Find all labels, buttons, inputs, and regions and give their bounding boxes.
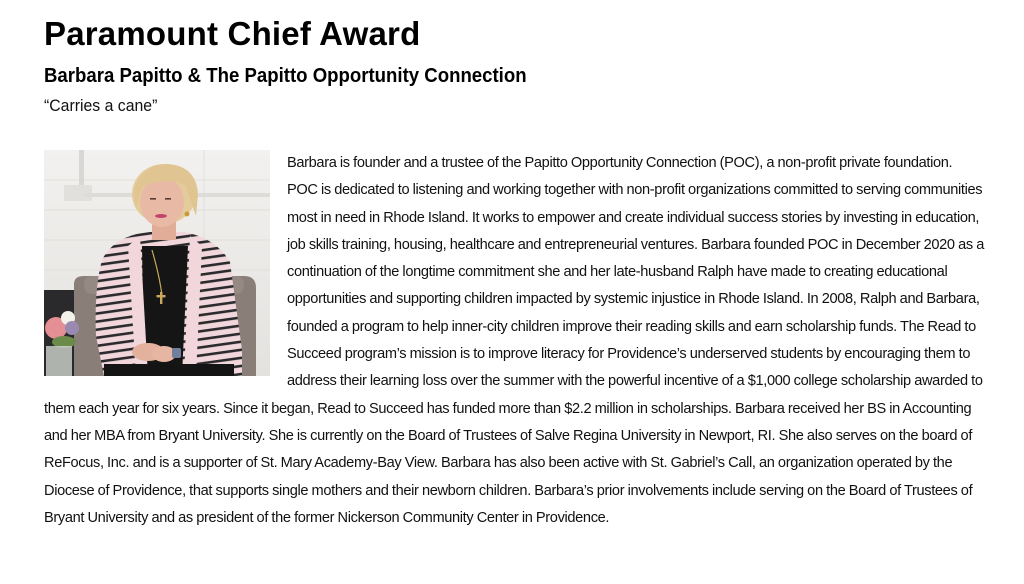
bio-paragraph: Barbara is founder and a trustee of the Papitto Opportunity Connection (POC), a non-profit private foundation. POC is dedicated to listening and working together with non-profit organizations committed to serving communities most in need in Rhode Island. It works to empower and create individual success stories by investing in education, job skills training, housing, healthcare and entrepreneurial ventures. Barbara founded POC in December 2020 as a continuation of the longtime commitment she and her late-husband Ralph have made to creating educational opportunities and supporting children impacted by systemic injustice in Rhode Island. In 2008, Ralph and Barbara, founded a program to help inner-city children improve their reading skills and earn scholarship funds. The Read to Succeed program’s mission is to improve literacy for Providence’s underserved students by encouraging them to address their learning loss over the summer with the powerful incentive of a $1,000 college scholarship awarded to them each year for six years. Since it began, Read to Succeed has funded more than $2.2 million in scholarships. Barbara received her BS in Accounting and her MBA from Bryant University. She is currently on the Board of Trustees of Salve Regina University in Newport, RI. She also serves on the board of ReFocus, Inc. and is a supporter of St. Mary Academy-Bay View. Barbara has also been active with St. Gabriel’s Call, an organization operated by the Diocese of Providence, that supports single mothers and their newborn children. Barbara’s prior involvements include serving on the Board of Trustees of Bryant University and as president of the former Nickerson Community Center in Providence. — [44, 155, 984, 526]
award-tagline: “Carries a cane” — [44, 96, 158, 115]
award-article — [44, 14, 984, 526]
bio-section — [44, 150, 984, 532]
portrait-photo — [44, 150, 270, 376]
honoree-name: Barbara Papitto & The Papitto Opportunity Connection — [44, 65, 527, 87]
award-title: Paramount Chief Award — [44, 15, 421, 52]
